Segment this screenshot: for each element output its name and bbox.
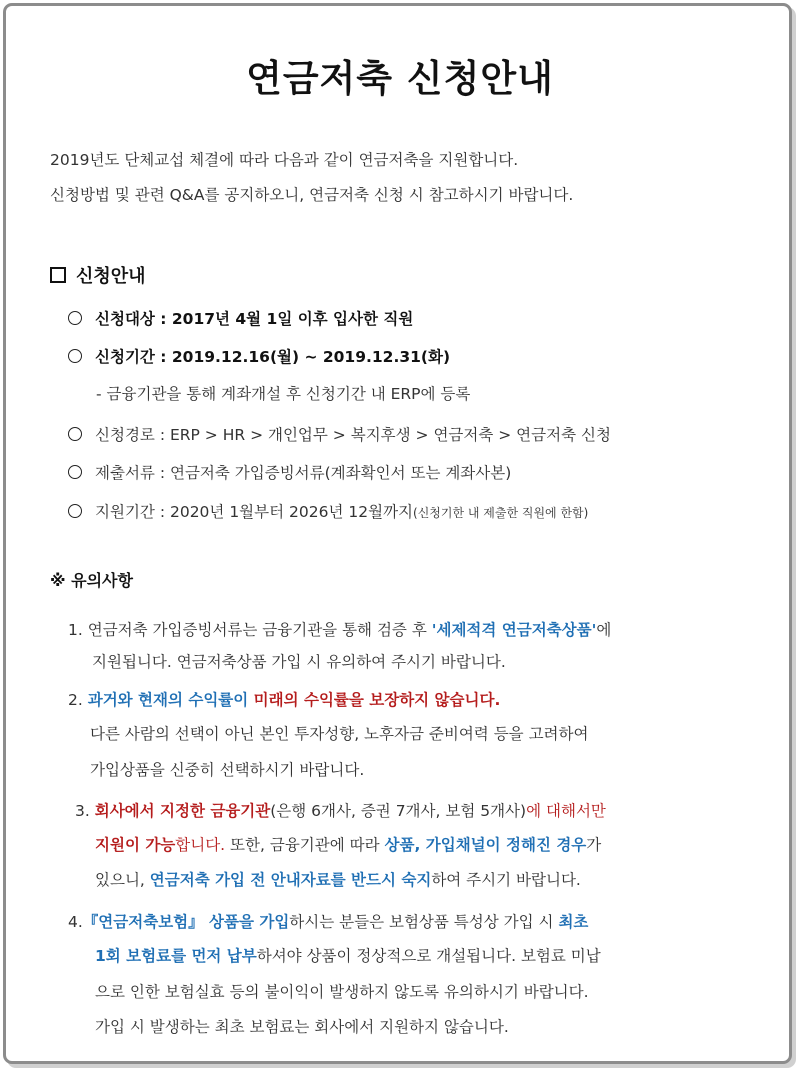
support-note: (신청기한 내 제출한 직원에 한함): [413, 506, 589, 520]
support-text: 지원기간 : 2020년 1월부터 2026년 12월까지: [95, 503, 414, 521]
item-4-text-c: 최초: [558, 913, 589, 931]
circle-bullet-icon: [68, 504, 82, 518]
section-heading-text: 신청안내: [76, 266, 146, 287]
notice-item-4-line-2: [95, 944, 601, 966]
item-3-text-i: 있으니,: [95, 871, 150, 889]
item-3-text-g: 상품, 가입채널이 정해진 경우: [384, 836, 587, 854]
item-3-text-b: (은행 6개사, 증권 7개사, 보험 5개사): [270, 802, 527, 820]
list-item-route: [68, 423, 611, 445]
period-text: 신청기간 : 2019.12.16(월) ~ 2019.12.31(화): [95, 348, 451, 366]
notice-item-4-line-4: 가입 시 발생하는 최초 보험료는 회사에서 지원하지 않습니다.: [95, 1018, 509, 1036]
item-3-text-f: 또한, 금융기관에 따라: [225, 836, 385, 854]
section-heading: [50, 262, 146, 288]
list-item-support: [68, 500, 588, 522]
item-4-text-b: 하시는 분들은 보험상품 특성상 가입 시: [289, 913, 559, 931]
route-text: 신청경로 : ERP > HR > 개인업무 > 복지후생 > 연금저축 > 연금저축 신청: [95, 426, 611, 444]
circle-bullet-icon: [68, 465, 82, 479]
docs-text: 제출서류 : 연금저축 가입증빙서류(계좌확인서 또는 계좌사본): [95, 464, 512, 482]
square-bullet-icon: [50, 267, 66, 283]
item-3-text-e: 합니다.: [175, 836, 226, 854]
item-1-product: '세제적격 연금저축상품': [431, 621, 597, 639]
item-4-text-d: 1회 보험료를 먼저 납부: [95, 947, 257, 965]
notice-item-2-line-1: [68, 688, 500, 710]
notice-item-2-line-3: 가입상품을 신중히 선택하시기 바랍니다.: [90, 761, 365, 779]
item-4-text-a: 『연금저축보험』 상품을 가입: [82, 913, 290, 931]
item-3-text-c: 에 대해서만: [526, 802, 606, 820]
item-number: 4.: [68, 913, 83, 931]
item-number: 1.: [68, 621, 83, 639]
intro-line-1: 2019년도 단체교섭 체결에 따라 다음과 같이 연금저축을 지원합니다.: [50, 151, 519, 169]
item-1-text-a: 연금저축 가입증빙서류는 금융기관을 통해 검증 후: [87, 621, 432, 639]
item-3-text-d: 지원이 가능: [95, 836, 176, 854]
notice-item-1-line-1: [68, 618, 611, 640]
notice-item-1-line-2: 지원됩니다. 연금저축상품 가입 시 유의하여 주시기 바랍니다.: [92, 653, 506, 671]
notice-item-4-line-1: [68, 910, 588, 932]
circle-bullet-icon: [68, 311, 82, 325]
item-3-text-j: 연금저축 가입 전 안내자료를 반드시 숙지: [149, 871, 432, 889]
item-3-text-a: 회사에서 지정한 금융기관: [94, 802, 271, 820]
target-text: 신청대상 : 2017년 4월 1일 이후 입사한 직원: [95, 310, 414, 328]
item-3-text-h: 가: [586, 836, 602, 854]
item-3-text-k: 하여 주시기 바랍니다.: [431, 871, 581, 889]
list-item-target: [68, 307, 413, 329]
item-1-text-c: 에: [596, 621, 612, 639]
list-item-docs: [68, 461, 511, 483]
item-number: 2.: [68, 691, 83, 709]
notice-item-3-line-1: [75, 799, 606, 821]
notice-item-3-line-3: [95, 868, 581, 890]
notice-item-2-line-2: 다른 사람의 선택이 아닌 본인 투자성향, 노후자금 준비여력 등을 고려하여: [90, 725, 589, 743]
item-2-text-b: 미래의 수익률을 보장하지 않습니다.: [248, 691, 501, 709]
period-note: - 금융기관을 통해 계좌개설 후 신청기간 내 ERP에 등록: [96, 385, 471, 403]
item-2-text-a: 과거와 현재의 수익률이: [87, 691, 249, 709]
notice-item-4-line-3: 으로 인한 보험실효 등의 불이익이 발생하지 않도록 유의하시기 바랍니다.: [95, 983, 589, 1001]
circle-bullet-icon: [68, 349, 82, 363]
circle-bullet-icon: [68, 427, 82, 441]
notice-heading: ※ 유의사항: [50, 571, 133, 590]
page-title: 연금저축 신청안내: [246, 57, 554, 100]
intro-line-2: 신청방법 및 관련 Q&A를 공지하오니, 연금저축 신청 시 참고하시기 바랍니다.: [50, 186, 574, 204]
notice-item-3-line-2: [95, 833, 601, 855]
item-4-text-e: 하셔야 상품이 정상적으로 개설됩니다. 보험료 미납: [256, 947, 601, 965]
item-number: 3.: [75, 802, 90, 820]
list-item-period: [68, 345, 450, 367]
